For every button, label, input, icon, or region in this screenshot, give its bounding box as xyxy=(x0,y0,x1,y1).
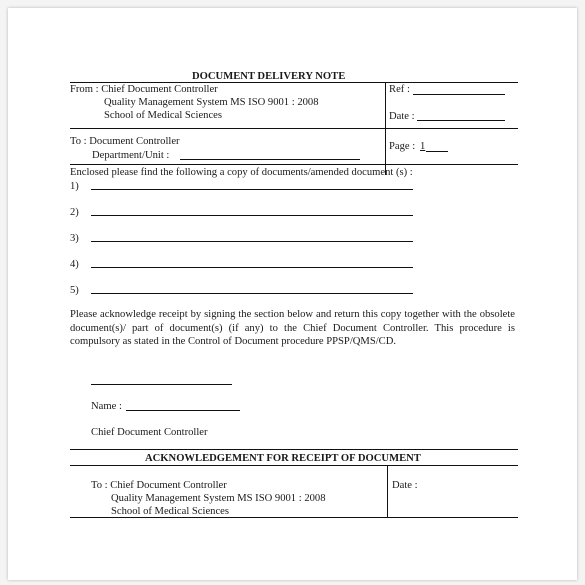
document-title: DOCUMENT DELIVERY NOTE xyxy=(192,71,346,82)
date-field[interactable] xyxy=(417,120,505,121)
list-item-line[interactable] xyxy=(91,241,413,242)
from-line-2: Quality Management System MS ISO 9001 : 2008 xyxy=(104,97,319,108)
signature-line[interactable] xyxy=(91,384,232,385)
ref-label: Ref : xyxy=(389,84,410,95)
from-label: From : Chief Document Controller xyxy=(70,84,218,95)
list-item-number: 3) xyxy=(70,233,79,244)
ack-to-label: To : Chief Document Controller xyxy=(91,480,227,491)
document-page xyxy=(8,8,577,580)
page-field xyxy=(426,151,448,152)
signer-title: Chief Document Controller xyxy=(91,427,208,438)
department-label: Department/Unit : xyxy=(92,150,170,161)
ack-bottom-rule xyxy=(70,517,518,518)
list-item-number: 5) xyxy=(70,285,79,296)
list-item-line[interactable] xyxy=(91,215,413,216)
header-bottom-rule xyxy=(70,164,518,165)
name-label: Name : xyxy=(91,401,122,412)
list-item-number: 2) xyxy=(70,207,79,218)
page-number: 1 xyxy=(420,141,426,152)
ack-line-3: School of Medical Sciences xyxy=(111,506,229,517)
list-item-number: 1) xyxy=(70,181,79,192)
to-label: To : Document Controller xyxy=(70,136,180,147)
header-mid-rule xyxy=(70,128,518,129)
list-item-line[interactable] xyxy=(91,189,413,190)
list-item-number: 4) xyxy=(70,259,79,270)
ref-field[interactable] xyxy=(413,94,505,95)
name-field[interactable] xyxy=(126,410,240,411)
ack-line-2: Quality Management System MS ISO 9001 : 2008 xyxy=(111,493,326,504)
ack-title-rule xyxy=(70,465,518,466)
page-label: Page : xyxy=(389,141,416,152)
list-item-line[interactable] xyxy=(91,267,413,268)
instruction-paragraph: Please acknowledge receipt by signing the section below and return this copy together with the obsolete document(s)/ part of document(s) (if any) to the Chief Document Controller. This procedure is compulsory as stated in the Control of Document procedure PPSP/QMS/CD. xyxy=(70,309,515,347)
ack-top-rule xyxy=(70,449,518,450)
ack-divider xyxy=(387,465,388,517)
from-line-3: School of Medical Sciences xyxy=(104,110,222,121)
ack-date-label: Date : xyxy=(392,480,418,491)
date-label: Date : xyxy=(389,111,415,122)
department-field[interactable] xyxy=(180,159,360,160)
enclosed-text: Enclosed please find the following a copy of documents/amended document (s) : xyxy=(70,167,413,178)
list-item-line[interactable] xyxy=(91,293,413,294)
ack-title: ACKNOWLEDGEMENT FOR RECEIPT OF DOCUMENT xyxy=(145,453,421,464)
